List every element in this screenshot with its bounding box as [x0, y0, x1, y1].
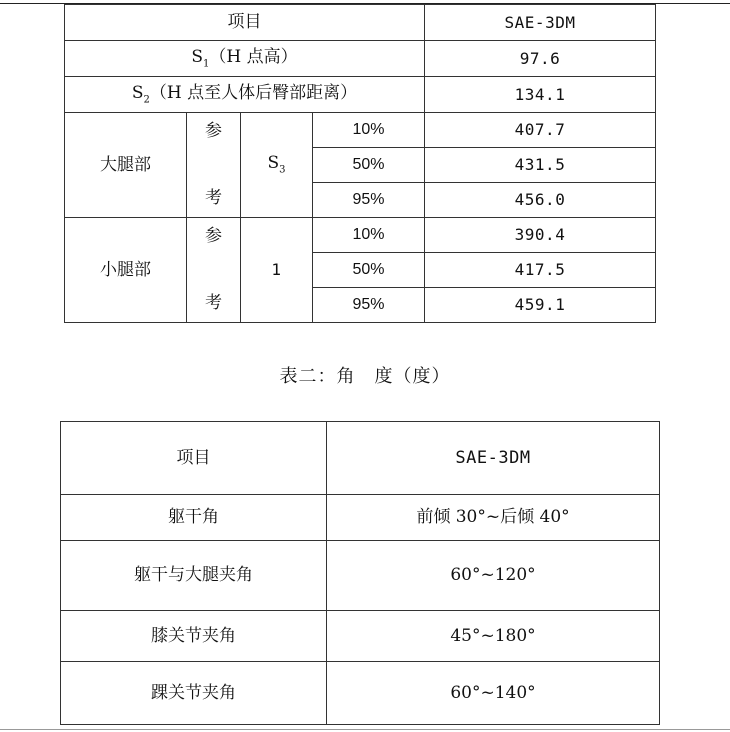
- angle-value: 前倾 30°~后倾 40°: [327, 495, 660, 541]
- table-row-shank-10: [65, 218, 656, 253]
- table-row: [61, 611, 660, 662]
- shank-value: 459.1: [425, 288, 656, 323]
- table-row: [61, 662, 660, 725]
- shank-reference: [187, 218, 241, 323]
- header-standard: SAE-3DM: [425, 5, 656, 41]
- shank-pct: 10%: [313, 218, 425, 253]
- s1-subscript: 1: [203, 58, 210, 70]
- table-row-thigh-10: [65, 113, 656, 148]
- table2-caption: 表二：角 度（度）: [279, 366, 451, 387]
- shank-pct: 95%: [313, 288, 425, 323]
- angle-value: 60°~140°: [327, 662, 660, 725]
- table-header-row: [65, 5, 656, 41]
- header-standard: SAE-3DM: [327, 422, 660, 495]
- s1-symbol: S: [191, 46, 204, 67]
- s2-subscript: 2: [143, 94, 150, 106]
- angle-item: 踝关节夹角: [61, 662, 327, 725]
- header-item: 项目: [61, 422, 327, 495]
- thigh-symbol-subscript: 3: [279, 164, 286, 176]
- thigh-value: 456.0: [425, 183, 656, 218]
- shank-value: 390.4: [425, 218, 656, 253]
- s2-symbol: S: [131, 82, 144, 103]
- s2-description: （H 点至人体后臀部距离）: [149, 82, 358, 103]
- shank-ref-top: 参: [205, 226, 222, 246]
- angle-value: 60°~120°: [327, 541, 660, 611]
- angle-item: 躯干与大腿夹角: [61, 541, 327, 611]
- thigh-ref-top: 参: [205, 121, 222, 141]
- table-row: [61, 495, 660, 541]
- shank-value: 417.5: [425, 253, 656, 288]
- angle-item: 膝关节夹角: [61, 611, 327, 662]
- thigh-value: 407.7: [425, 113, 656, 148]
- s1-value: 97.6: [425, 41, 656, 77]
- s2-value: 134.1: [425, 77, 656, 113]
- angle-table: [60, 421, 660, 725]
- shank-group-label: 小腿部: [65, 218, 187, 323]
- thigh-symbol-letter: S: [267, 153, 280, 174]
- table-row-s2: [65, 77, 656, 113]
- shank-ref-bottom: 考: [205, 293, 222, 314]
- bottom-rule: [0, 729, 730, 730]
- angle-item: 躯干角: [61, 495, 327, 541]
- table-header-row: [61, 422, 660, 495]
- thigh-ref-bottom: 考: [205, 188, 222, 209]
- s1-label: [65, 41, 425, 77]
- s1-description: （H 点高）: [209, 46, 298, 67]
- thigh-pct: 95%: [313, 183, 425, 218]
- table-row: [61, 541, 660, 611]
- header-item: 项目: [65, 5, 425, 41]
- dimension-table: [64, 4, 656, 323]
- shank-symbol: 1: [241, 218, 313, 323]
- thigh-symbol: [241, 113, 313, 218]
- thigh-reference: [187, 113, 241, 218]
- s2-label: [65, 77, 425, 113]
- shank-pct: 50%: [313, 253, 425, 288]
- thigh-pct: 10%: [313, 113, 425, 148]
- angle-value: 45°~180°: [327, 611, 660, 662]
- thigh-group-label: 大腿部: [65, 113, 187, 218]
- table-row-s1: [65, 41, 656, 77]
- thigh-pct: 50%: [313, 148, 425, 183]
- thigh-value: 431.5: [425, 148, 656, 183]
